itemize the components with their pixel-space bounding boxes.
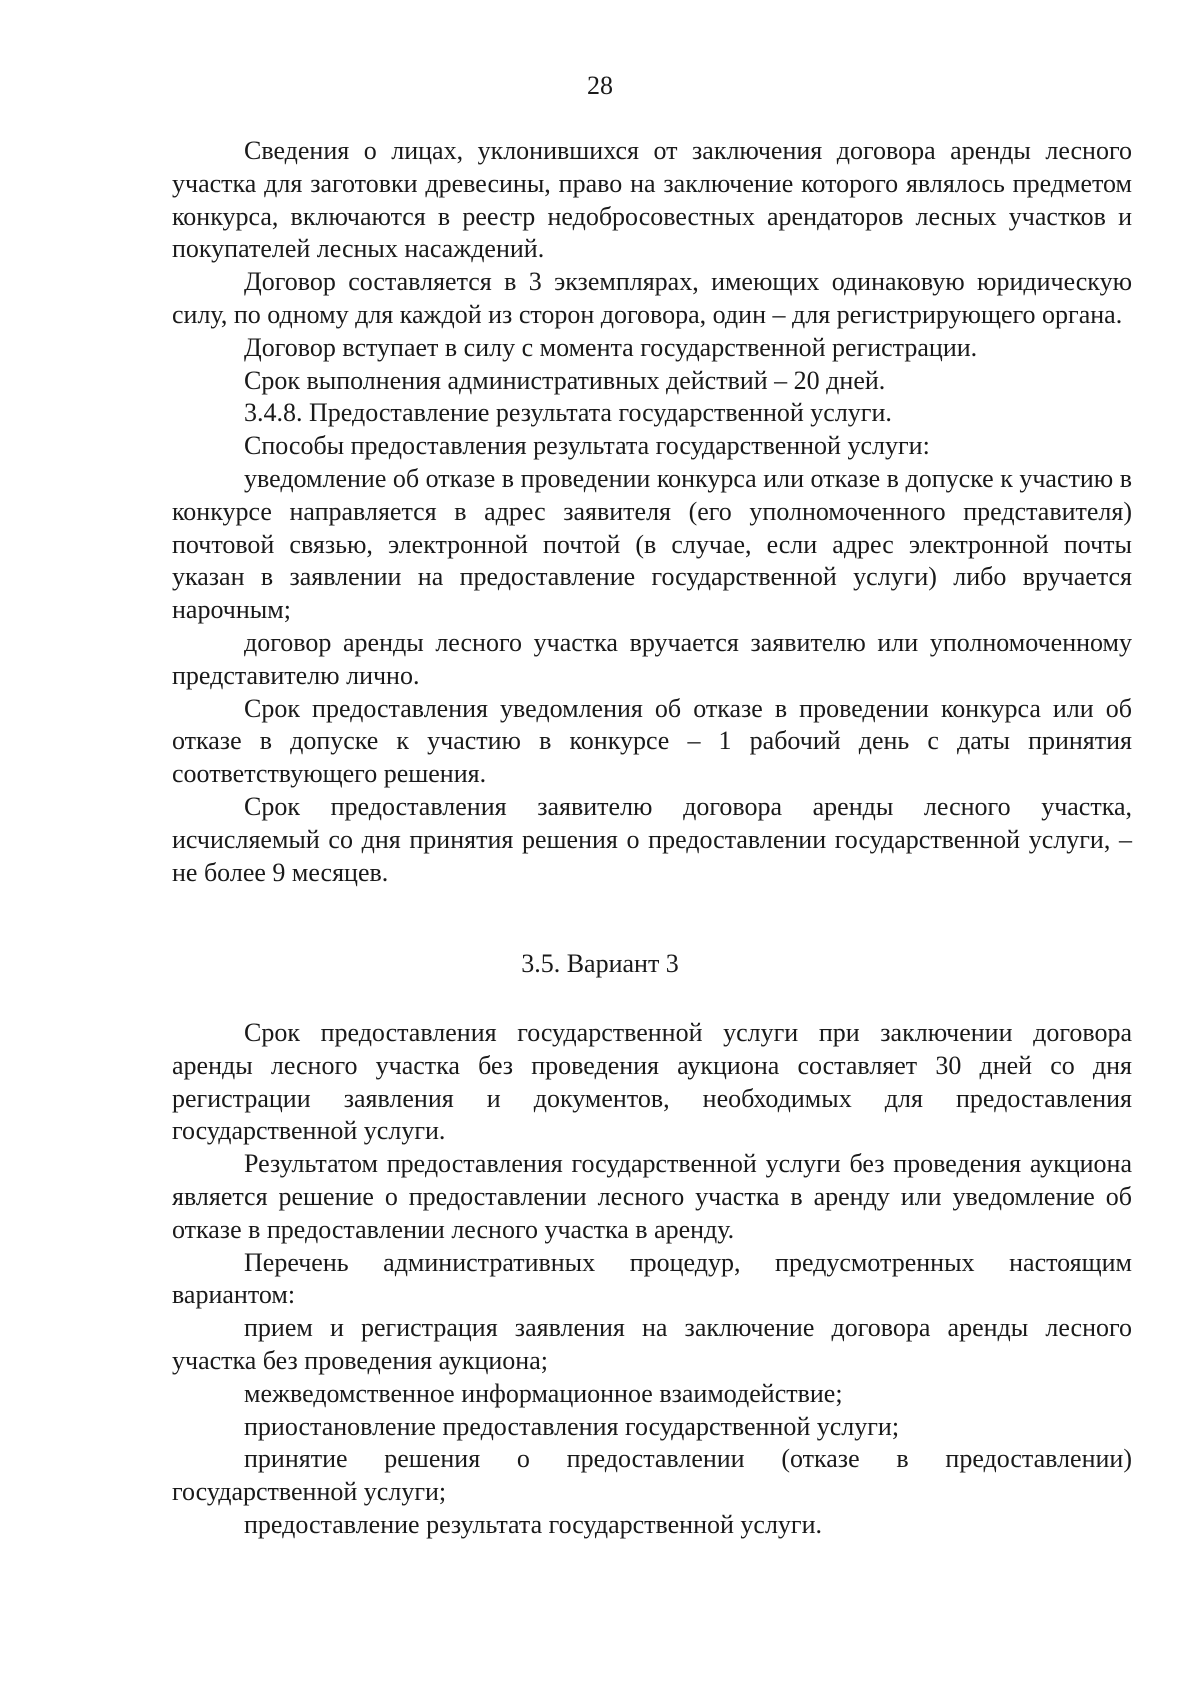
paragraph: межведомственное информационное взаимодействие; (244, 1378, 843, 1408)
paragraph: 3.4.8. Предоставление результата государственной услуги. (244, 398, 892, 428)
text-block-lower (172, 1017, 1132, 1542)
paragraph: принятие решения о предоставлении (отказе в предоставлении) государственной услуги; (172, 1444, 1132, 1507)
paragraph: Срок предоставления государственной услуги при заключении договора аренды лесного участка без проведения аукциона составляет 30 дней со дня регистрации заявления и документов, необходимых для предоставления государственной услуги. (172, 1018, 1132, 1146)
paragraph: прием и регистрация заявления на заключение договора аренды лесного участка без проведения аукциона; (172, 1313, 1132, 1375)
paragraph: предоставление результата государственной услуги. (244, 1509, 823, 1539)
paragraph: Результатом предоставления государственной услуги без проведения аукциона является решение о предоставлении лесного участка в аренду или уведомление об отказе в предоставлении лесного участка в аренду. (172, 1149, 1132, 1244)
paragraph: приостановление предоставления государственной услуги; (244, 1411, 900, 1441)
paragraph: Договор вступает в силу с момента государственной регистрации. (244, 332, 978, 362)
paragraph: Срок предоставления заявителю договора аренды лесного участка, исчисляемый со дня принятия решения о предоставлении государственной услуги, – не более 9 месяцев. (172, 791, 1132, 887)
paragraph: Способы предоставления результата государственной услуги: (244, 431, 930, 461)
paragraph: Срок предоставления уведомления об отказе в проведении конкурса или об отказе в допуске к участию в конкурсе – 1 рабочий день с даты принятия соответствующего решения. (172, 693, 1132, 789)
paragraph: Перечень административных процедур, предусмотренных настоящим вариантом: (172, 1247, 1132, 1310)
section-heading: 3.5. Вариант 3 (521, 949, 679, 978)
text-block-upper (172, 135, 1132, 889)
paragraph: договор аренды лесного участка вручается заявителю или уполномоченному представителю лично. (172, 627, 1132, 690)
paragraph: Договор составляется в 3 экземплярах, имеющих одинаковую юридическую силу, по одному для каждой из сторон договора, один – для регистрирующего органа. (172, 267, 1132, 329)
paragraph: Срок выполнения административных действий – 20 дней. (244, 365, 886, 395)
page-number: 28 (587, 71, 613, 100)
paragraph: уведомление об отказе в проведении конкурса или отказе в допуске к участию в конкурсе направляется в адрес заявителя (его уполномоченного представителя) почтовой связью, электронной почтой (в случае, если адрес электронной почты указан в заявлении на предоставление государственной услуги) либо вручается нарочным; (172, 463, 1132, 625)
paragraph: Сведения о лицах, уклонившихся от заключения договора аренды лесного участка для заготовки древесины, право на заключение которого являлось предметом конкурса, включаются в реестр недобросовестных арендаторов лесных участков и покупателей лесных насаждений. (172, 136, 1132, 264)
